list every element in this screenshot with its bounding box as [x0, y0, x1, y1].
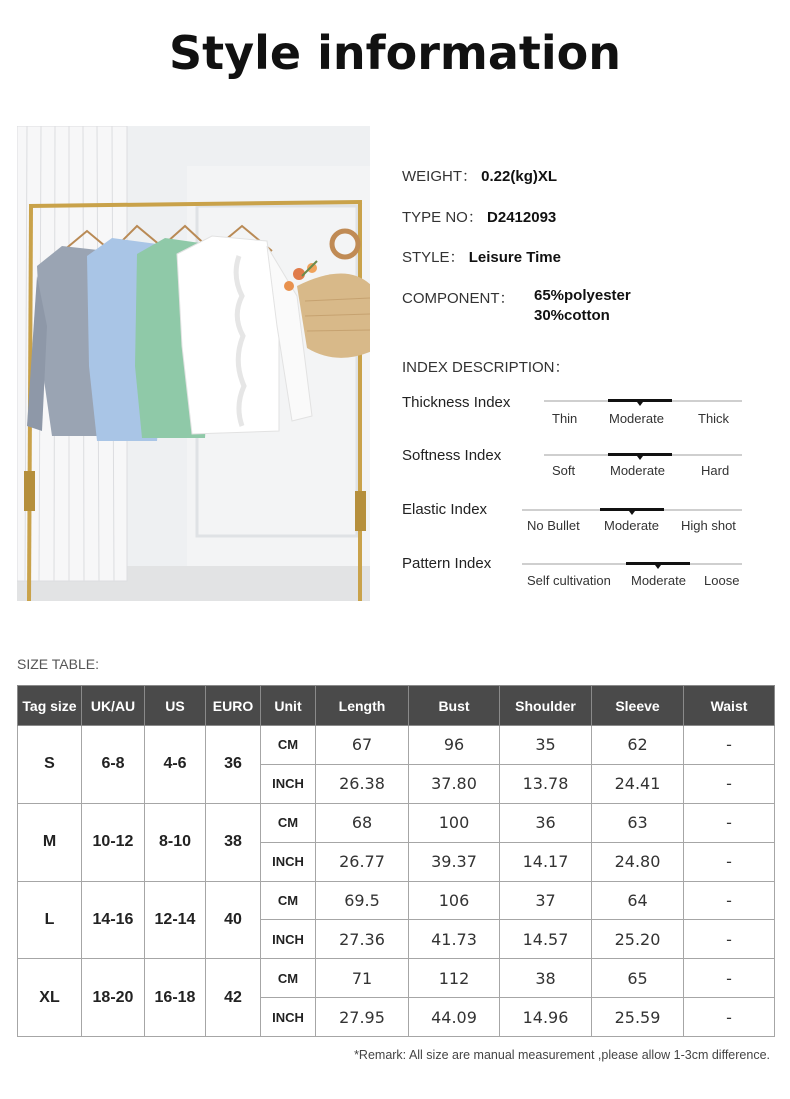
unit-cell: INCH	[261, 842, 316, 881]
bust-cell: 39.37	[409, 842, 500, 881]
size-table	[17, 685, 775, 1037]
table-row	[18, 881, 775, 920]
unit-cell: INCH	[261, 764, 316, 803]
shoulder-cell: 38	[500, 959, 592, 998]
table-row	[18, 803, 775, 842]
unit-cell: INCH	[261, 998, 316, 1037]
softness-option-moderate: Moderate	[610, 463, 665, 478]
elastic-option-no-bullet: No Bullet	[527, 518, 580, 533]
product-photo	[17, 126, 370, 601]
header-euro: EURO	[206, 686, 261, 726]
euro-cell: 36	[206, 726, 261, 804]
euro-cell: 40	[206, 881, 261, 959]
index-heading: INDEX DESCRIPTION：	[402, 359, 570, 376]
header-bust: Bust	[409, 686, 500, 726]
size-table-heading: SIZE TABLE:	[17, 656, 99, 672]
component-row	[402, 287, 515, 308]
softness-option-soft: Soft	[552, 463, 576, 478]
waist-cell: -	[684, 998, 775, 1037]
tag-size-cell: L	[18, 881, 82, 959]
remark-note: *Remark: All size are manual measurement ,please allow 1-3cm difference.	[354, 1048, 770, 1062]
tag-size-cell: M	[18, 803, 82, 881]
softness-index-label: Softness Index	[402, 447, 502, 464]
table-row	[18, 959, 775, 998]
header-unit: Unit	[261, 686, 316, 726]
style-value: Leisure Time	[468, 249, 561, 266]
pattern-option-moderate: Moderate	[631, 573, 686, 588]
unit-cell: CM	[261, 803, 316, 842]
shoulder-cell: 36	[500, 803, 592, 842]
pattern-option-loose: Loose	[704, 573, 740, 588]
waist-cell: -	[684, 959, 775, 998]
component-value-1: 65%polyester	[534, 287, 631, 304]
euro-cell: 38	[206, 803, 261, 881]
elastic-option-high-shot: High shot	[681, 518, 736, 533]
softness-option-hard: Hard	[701, 463, 730, 478]
style-label: STYLE：	[402, 249, 465, 266]
uk-au-cell: 14-16	[82, 881, 145, 959]
component-value-2: 30%cotton	[534, 307, 610, 324]
unit-cell: CM	[261, 959, 316, 998]
thickness-option-moderate: Moderate	[609, 411, 664, 426]
waist-cell: -	[684, 881, 775, 920]
sleeve-cell: 24.41	[592, 764, 684, 803]
unit-cell: CM	[261, 726, 316, 765]
weight-value: 0.22(kg)XL	[481, 168, 558, 185]
length-cell: 27.36	[316, 920, 409, 959]
pattern-option-self-cultivation: Self cultivation	[527, 573, 611, 588]
shoulder-cell: 13.78	[500, 764, 592, 803]
us-cell: 12-14	[145, 881, 206, 959]
weight-row	[402, 165, 557, 186]
sleeve-cell: 65	[592, 959, 684, 998]
shoulder-cell: 37	[500, 881, 592, 920]
bust-cell: 96	[409, 726, 500, 765]
shoulder-cell: 14.96	[500, 998, 592, 1037]
waist-cell: -	[684, 764, 775, 803]
type-value: D2412093	[487, 209, 557, 226]
header-tag-size: Tag size	[18, 686, 82, 726]
weight-label: WEIGHT：	[402, 168, 477, 185]
bust-cell: 41.73	[409, 920, 500, 959]
waist-cell: -	[684, 842, 775, 881]
header-us: US	[145, 686, 206, 726]
uk-au-cell: 18-20	[82, 959, 145, 1037]
header-uk-au: UK/AU	[82, 686, 145, 726]
length-cell: 67	[316, 726, 409, 765]
bust-cell: 112	[409, 959, 500, 998]
size-table-header-row	[18, 686, 775, 726]
page-title: Style information	[169, 26, 621, 80]
length-cell: 26.77	[316, 842, 409, 881]
sleeve-cell: 25.20	[592, 920, 684, 959]
sleeve-cell: 64	[592, 881, 684, 920]
length-cell: 27.95	[316, 998, 409, 1037]
shoulder-cell: 14.57	[500, 920, 592, 959]
unit-cell: CM	[261, 881, 316, 920]
waist-cell: -	[684, 803, 775, 842]
us-cell: 4-6	[145, 726, 206, 804]
unit-cell: INCH	[261, 920, 316, 959]
pattern-index-pointer	[655, 565, 661, 569]
uk-au-cell: 6-8	[82, 726, 145, 804]
sleeve-cell: 63	[592, 803, 684, 842]
thickness-option-thick: Thick	[698, 411, 730, 426]
us-cell: 16-18	[145, 959, 206, 1037]
shoulder-cell: 14.17	[500, 842, 592, 881]
thickness-index-pointer	[637, 402, 643, 406]
length-cell: 69.5	[316, 881, 409, 920]
length-cell: 68	[316, 803, 409, 842]
softness-index-pointer	[637, 456, 643, 460]
length-cell: 26.38	[316, 764, 409, 803]
sleeve-cell: 25.59	[592, 998, 684, 1037]
pattern-index-label: Pattern Index	[402, 555, 492, 572]
elastic-index-pointer	[629, 511, 635, 515]
tag-size-cell: XL	[18, 959, 82, 1037]
bust-cell: 37.80	[409, 764, 500, 803]
elastic-index-label: Elastic Index	[402, 501, 488, 518]
component-label: COMPONENT：	[402, 290, 515, 307]
length-cell: 71	[316, 959, 409, 998]
thickness-option-thin: Thin	[552, 411, 578, 426]
sleeve-cell: 24.80	[592, 842, 684, 881]
header-shoulder: Shoulder	[500, 686, 592, 726]
uk-au-cell: 10-12	[82, 803, 145, 881]
header-waist: Waist	[684, 686, 775, 726]
sleeve-cell: 62	[592, 726, 684, 765]
table-row	[18, 726, 775, 765]
bust-cell: 100	[409, 803, 500, 842]
tag-size-cell: S	[18, 726, 82, 804]
waist-cell: -	[684, 726, 775, 765]
type-row	[402, 206, 556, 227]
elastic-option-moderate: Moderate	[604, 518, 659, 533]
style-row	[402, 246, 561, 267]
euro-cell: 42	[206, 959, 261, 1037]
bust-cell: 44.09	[409, 998, 500, 1037]
shoulder-cell: 35	[500, 726, 592, 765]
bust-cell: 106	[409, 881, 500, 920]
waist-cell: -	[684, 920, 775, 959]
header-sleeve: Sleeve	[592, 686, 684, 726]
us-cell: 8-10	[145, 803, 206, 881]
type-label: TYPE NO：	[402, 209, 483, 226]
header-length: Length	[316, 686, 409, 726]
thickness-index-label: Thickness Index	[402, 394, 511, 411]
